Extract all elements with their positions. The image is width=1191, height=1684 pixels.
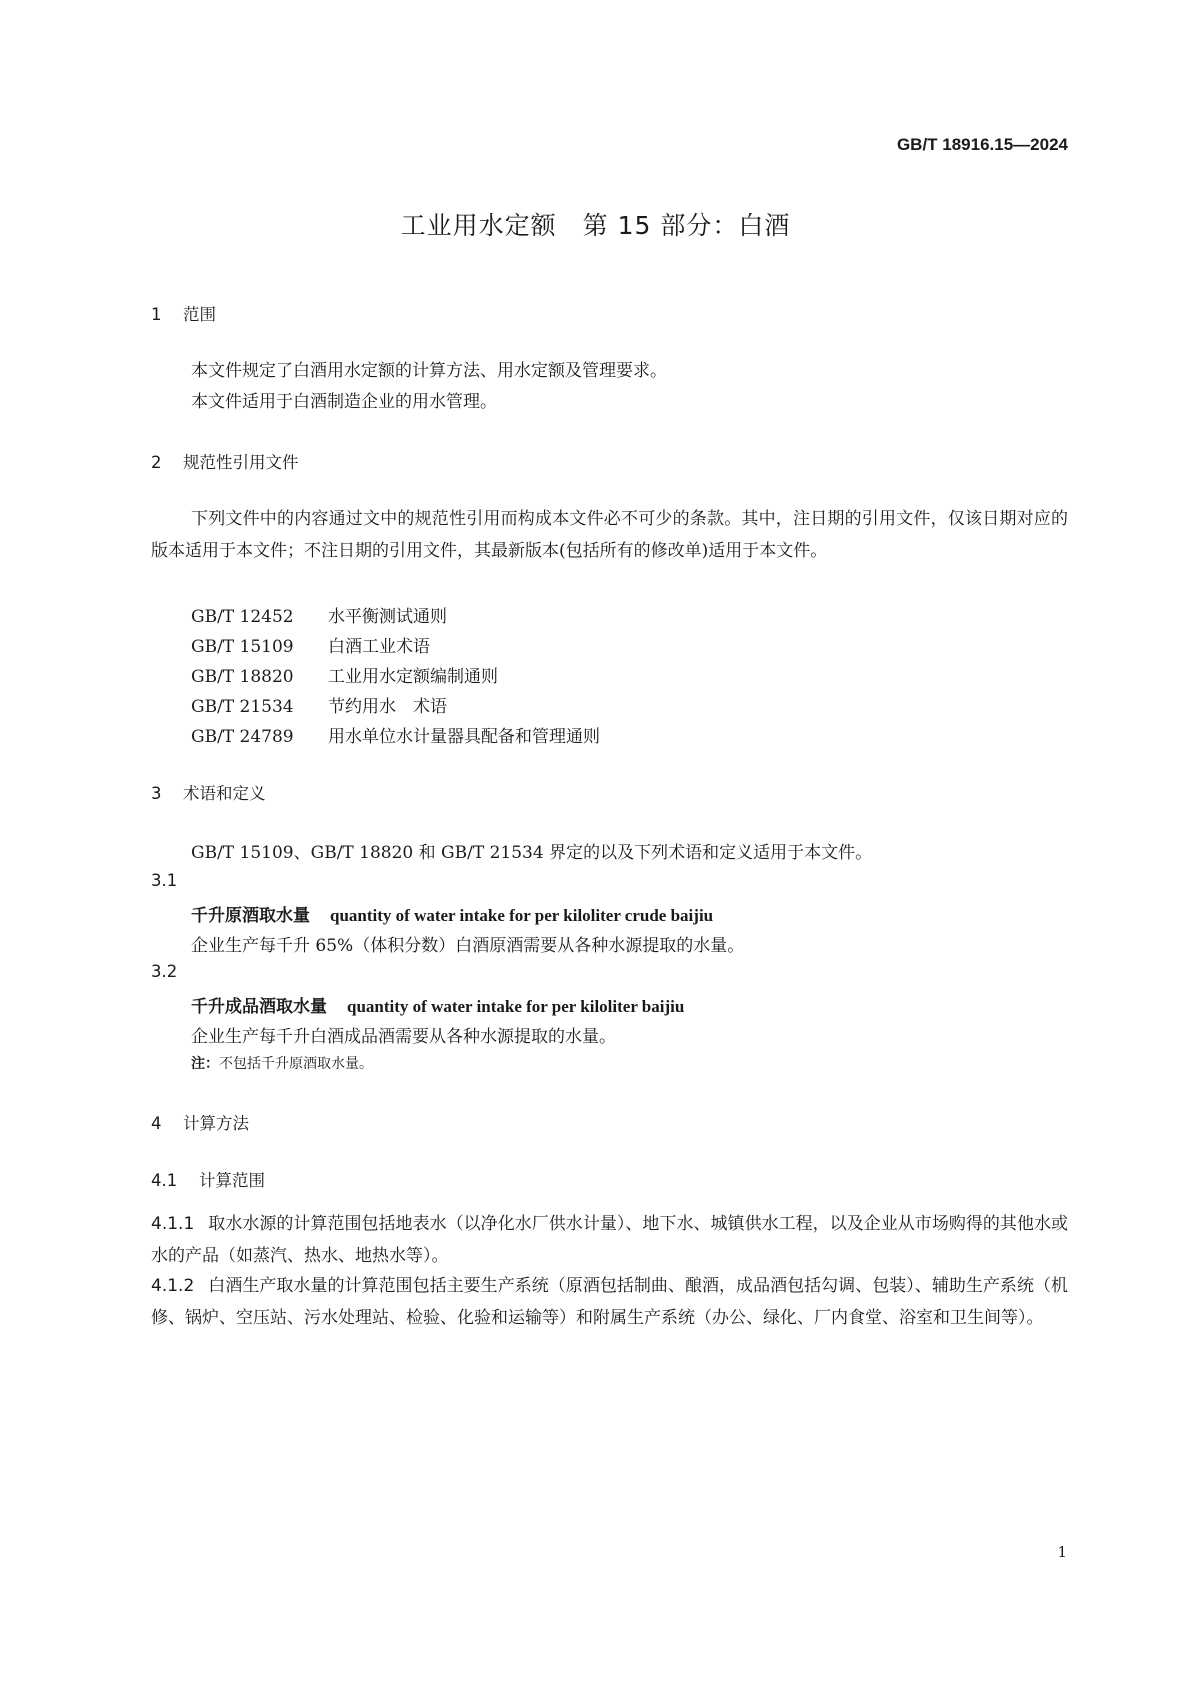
paragraph: 本文件适用于白酒制造企业的用水管理。 bbox=[191, 392, 497, 412]
term-entry bbox=[191, 901, 713, 926]
section-title: 规范性引用文件 bbox=[183, 453, 299, 472]
reference-item bbox=[191, 722, 600, 747]
term-chinese: 千升成品酒取水量 bbox=[191, 997, 327, 1017]
reference-code: GB/T 24789 bbox=[191, 727, 294, 747]
document-title: 工业用水定额 第 15 部分：白酒 bbox=[400, 211, 791, 240]
reference-title: 水平衡测试通则 bbox=[328, 607, 447, 627]
section-title: 术语和定义 bbox=[183, 784, 266, 803]
section-1-heading bbox=[151, 301, 216, 325]
reference-code: GB/T 12452 bbox=[191, 607, 294, 627]
section-title: 计算方法 bbox=[183, 1114, 249, 1133]
paragraph: 下列文件中的内容通过文中的规范性引用而构成本文件必不可少的条款。其中，注日期的引用文件，仅该日期对应的版本适用于本文件；不注日期的引用文件，其最新版本(包括所有的修改单)适用于本文件。 bbox=[151, 509, 1068, 561]
subsection-number: 4.1 bbox=[151, 1171, 178, 1190]
subsection-heading bbox=[151, 1167, 265, 1191]
term-entry bbox=[191, 992, 684, 1017]
term-definition: 企业生产每千升 65%（体积分数）白酒原酒需要从各种水源提取的水量。 bbox=[191, 936, 745, 956]
section-title: 范围 bbox=[183, 305, 216, 324]
reference-title: 用水单位水计量器具配备和管理通则 bbox=[328, 727, 600, 747]
reference-title: 白酒工业术语 bbox=[328, 637, 430, 657]
reference-title: 工业用水定额编制通则 bbox=[328, 667, 498, 687]
subsection-title: 计算范围 bbox=[199, 1171, 265, 1190]
clause-number: 4.1.2 bbox=[151, 1276, 195, 1296]
clause-text: 白酒生产取水量的计算范围包括主要生产系统（原酒包括制曲、酿酒，成品酒包括勾调、包装）、辅助生产系统（机修、锅炉、空压站、污水处理站、检验、化验和运输等）和附属生产系统（办公、绿化、厂内食堂、浴室和卫生间等）。 bbox=[151, 1276, 1068, 1328]
clause-text: 取水水源的计算范围包括地表水（以净化水厂供水计量）、地下水、城镇供水工程，以及企业从市场购得的其他水或水的产品（如蒸汽、热水、地热水等）。 bbox=[151, 1214, 1068, 1266]
section-2-heading bbox=[151, 449, 299, 473]
clause bbox=[151, 1208, 1068, 1272]
reference-code: GB/T 18820 bbox=[191, 667, 294, 687]
page-number: 1 bbox=[1057, 1543, 1067, 1561]
note bbox=[191, 1053, 373, 1073]
section-number: 4 bbox=[151, 1114, 162, 1133]
reference-item bbox=[191, 692, 447, 717]
section-number: 2 bbox=[151, 453, 162, 472]
reference-item bbox=[191, 602, 447, 627]
reference-item bbox=[191, 632, 430, 657]
section-number: 3 bbox=[151, 784, 162, 803]
standard-code: GB/T 18916.15—2024 bbox=[896, 135, 1068, 154]
clause bbox=[151, 1270, 1068, 1334]
term-english: quantity of water intake for per kiloliter crude baijiu bbox=[330, 906, 714, 925]
reference-item bbox=[191, 662, 498, 687]
reference-code: GB/T 15109 bbox=[191, 637, 294, 657]
note-text: 不包括千升原酒取水量。 bbox=[219, 1056, 373, 1072]
term-english: quantity of water intake for per kiloliter baijiu bbox=[347, 997, 685, 1016]
term-definition: 企业生产每千升白酒成品酒需要从各种水源提取的水量。 bbox=[191, 1027, 616, 1047]
paragraph: 本文件规定了白酒用水定额的计算方法、用水定额及管理要求。 bbox=[191, 361, 667, 381]
section-4-heading bbox=[151, 1110, 249, 1134]
section-number: 1 bbox=[151, 305, 162, 324]
section-3-heading bbox=[151, 780, 266, 804]
note-label: 注： bbox=[191, 1056, 219, 1072]
term-number: 3.2 bbox=[151, 962, 178, 981]
paragraph: GB/T 15109、GB/T 18820 和 GB/T 21534 界定的以及下列术语和定义适用于本文件。 bbox=[191, 843, 873, 863]
reference-title: 节约用水 术语 bbox=[328, 697, 447, 717]
term-number: 3.1 bbox=[151, 871, 178, 890]
term-chinese: 千升原酒取水量 bbox=[191, 906, 310, 926]
clause-number: 4.1.1 bbox=[151, 1214, 195, 1234]
reference-code: GB/T 21534 bbox=[191, 697, 294, 717]
